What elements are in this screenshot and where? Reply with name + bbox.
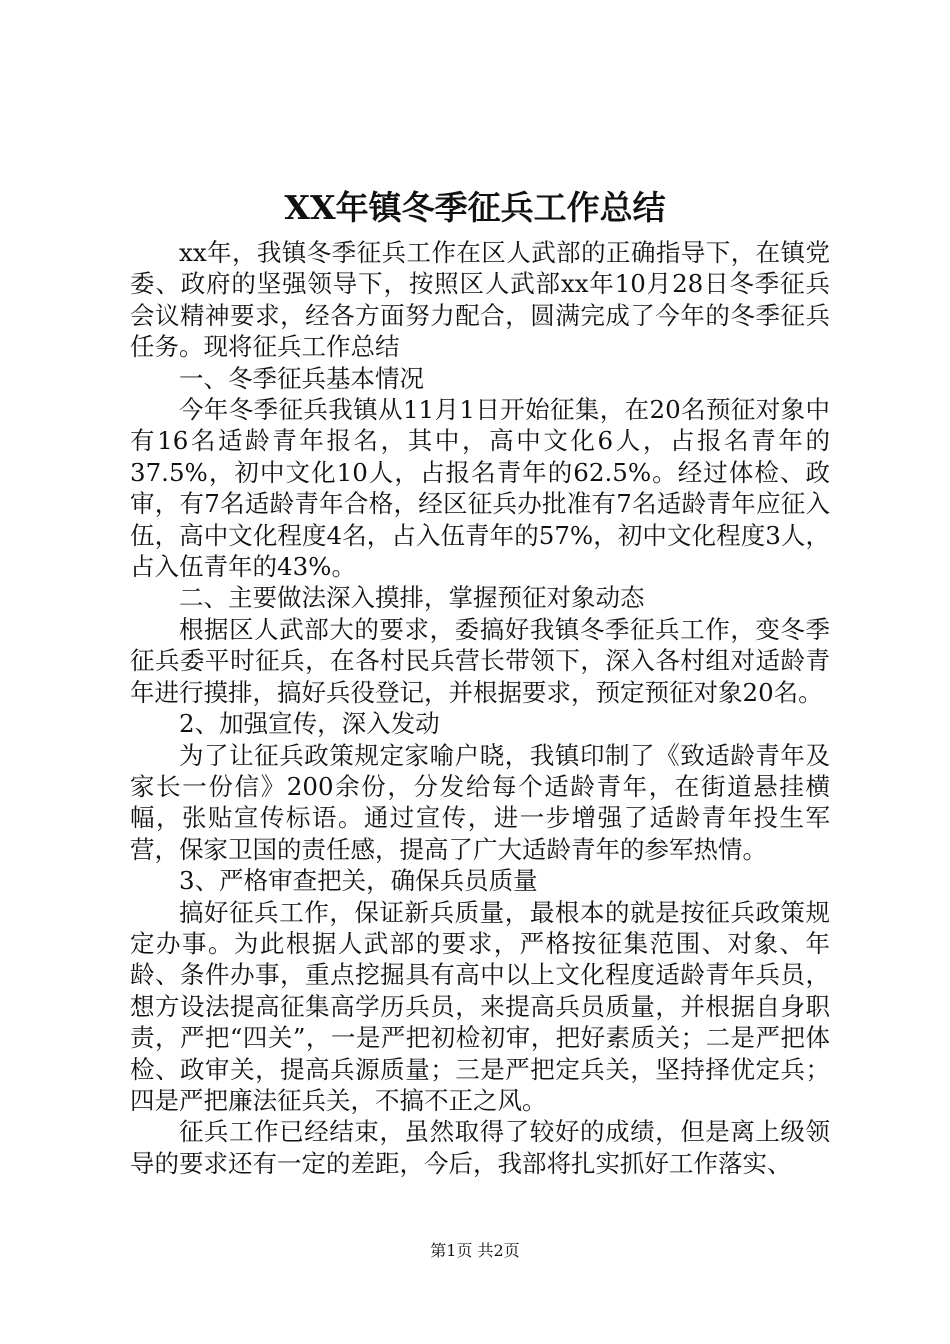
subheading-publicity: 2、加强宣传，深入发动 (179, 709, 440, 739)
paragraph-publicity: 为了让征兵政策规定家喻户晓，我镇印制了《致适龄青年及家长一份信》200余份，分发给每个适龄青年，在街道悬挂横幅，张贴宣传标语。通过宣传，进一步增强了适龄青年投生军营，保家卫国的责任感，提高了广大适龄青年的参军热情。 (130, 740, 830, 864)
section-heading-2: 二、主要做法深入摸排，掌握预征对象动态 (179, 583, 645, 613)
paragraph-intro: xx年，我镇冬季征兵工作在区人武部的正确指导下，在镇党委、政府的坚强领导下，按照区人武部xx年10月28日冬季征兵会议精神要求，经各方面努力配合，圆满完成了今年的冬季征兵任务。现将征兵工作总结 (130, 238, 830, 362)
page-number-footer: 第1页 共2页 (430, 1241, 520, 1260)
section-heading-1: 一、冬季征兵基本情况 (179, 363, 424, 393)
document-title: XX年镇冬季征兵工作总结 (284, 188, 666, 227)
paragraph-review: 搞好征兵工作，保证新兵质量，最根本的就是按征兵政策规定办事。为此根据人武部的要求，严格按征集范围、对象、年龄、条件办事，重点挖掘具有高中以上文化程度适龄青年兵员，想方设法提高征集高学历兵员，来提高兵员质量，并根据自身职责，严把“四关”，一是严把初检初审，把好素质关；二是严把体检、政审关，提高兵源质量；三是严把定兵关，坚持择优定兵；四是严把廉法征兵关，不搞不正之风。 (130, 897, 830, 1115)
document-body (130, 237, 830, 1179)
paragraph-conclusion: 征兵工作已经结束，虽然取得了较好的成绩，但是离上级领导的要求还有一定的差距，今后，我部将扎实抓好工作落实、 (130, 1117, 830, 1178)
subheading-review: 3、严格审查把关，确保兵员质量 (179, 866, 538, 896)
paragraph-investigation: 根据区人武部大的要求，委搞好我镇冬季征兵工作，变冬季征兵委平时征兵，在各村民兵营长带领下，深入各村组对适龄青年进行摸排，搞好兵役登记，并根据要求，预定预征对象20名。 (130, 614, 830, 707)
paragraph-basic-situation: 今年冬季征兵我镇从11月1日开始征集，在20名预征对象中有16名适龄青年报名，其中，高中文化6人，占报名青年的37.5%，初中文化10人，占报名青年的62.5%。经过体检、政审，有7名适龄青年合格，经区征兵办批准有7名适龄青年应征入伍，高中文化程度4名，占入伍青年的57%，初中文化程度3人，占入伍青年的43%。 (130, 395, 830, 582)
